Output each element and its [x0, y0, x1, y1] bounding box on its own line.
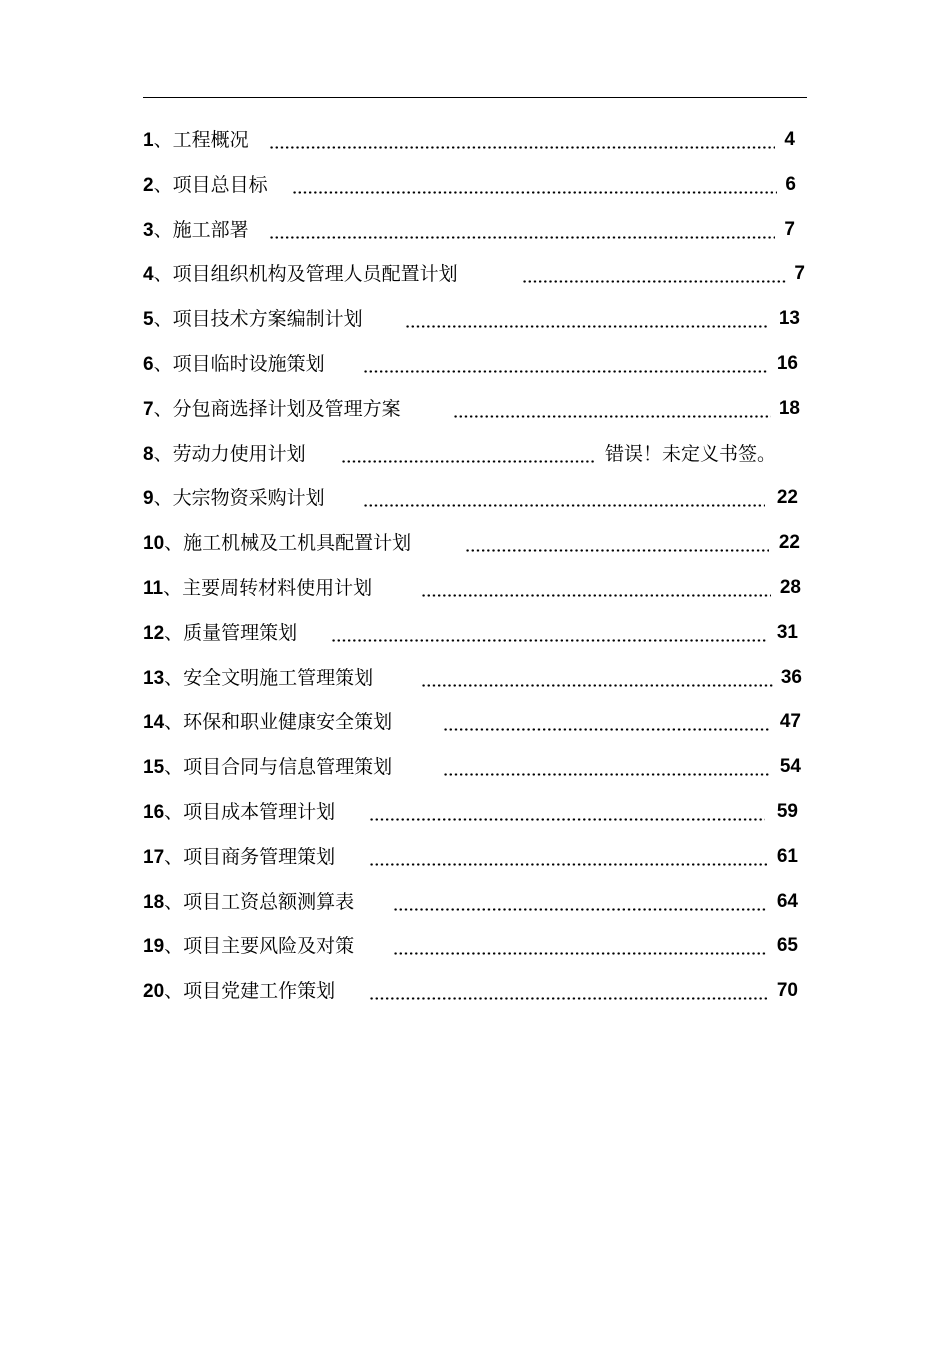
entry-title: 施工部署 [172, 218, 249, 241]
toc-entry-7[interactable] [143, 387, 807, 432]
entry-separator: 、 [153, 263, 173, 286]
entry-title: 环保和职业健康安全策划 [183, 711, 393, 734]
dot-leader [369, 818, 765, 821]
entry-number: 5 [143, 309, 154, 331]
dot-leader [453, 415, 771, 418]
entry-page-number: 36 [780, 666, 802, 688]
toc-entry-6[interactable] [143, 342, 807, 387]
toc-entry-20[interactable] [143, 969, 807, 1014]
dot-leader [443, 728, 771, 731]
entry-separator: 、 [164, 621, 184, 644]
entry-page-number: 22 [778, 532, 800, 554]
entry-title: 主要周转材料使用计划 [182, 576, 373, 599]
entry-separator: 、 [153, 352, 173, 375]
entry-page-number: 18 [778, 397, 800, 419]
top-rule [143, 97, 807, 98]
entry-separator: 、 [153, 308, 173, 331]
dot-leader [363, 504, 765, 507]
toc-entry-11[interactable] [143, 566, 807, 611]
entry-number: 9 [143, 488, 154, 510]
toc-entry-15[interactable] [143, 745, 807, 790]
entry-number: 18 [143, 891, 165, 913]
entry-title: 安全文明施工管理策划 [183, 666, 374, 689]
entry-page-number: 47 [779, 711, 801, 733]
entry-number: 6 [143, 353, 154, 375]
entry-page-number: 7 [794, 263, 805, 285]
entry-title: 项目成本管理计划 [183, 800, 336, 823]
dot-leader [421, 594, 771, 597]
entry-page-number: 22 [776, 487, 798, 509]
entry-number: 8 [143, 443, 154, 465]
entry-page-number: 61 [776, 845, 798, 867]
toc-entry-5[interactable] [143, 297, 807, 342]
entry-title: 项目工资总额测算表 [183, 890, 355, 913]
entry-title: 项目合同与信息管理策划 [183, 756, 393, 779]
entry-title: 分包商选择计划及管理方案 [172, 397, 401, 420]
entry-title: 项目总目标 [172, 173, 268, 196]
entry-number: 13 [143, 667, 165, 689]
dot-leader [405, 325, 769, 328]
entry-number: 10 [143, 533, 165, 555]
entry-separator: 、 [153, 487, 173, 510]
entry-number: 2 [143, 174, 154, 196]
dot-leader [369, 997, 767, 1000]
entry-title: 项目主要风险及对策 [183, 935, 355, 958]
dot-leader [269, 146, 775, 149]
entry-separator: 、 [164, 800, 184, 823]
dot-leader [443, 773, 771, 776]
dot-leader [363, 370, 767, 373]
entry-separator: 、 [153, 218, 173, 241]
entry-separator: 、 [164, 890, 184, 913]
entry-page-number: 28 [779, 576, 801, 598]
entry-number: 12 [143, 622, 165, 644]
entry-number: 16 [143, 801, 165, 823]
toc-entry-16[interactable] [143, 790, 807, 835]
entry-title: 项目党建工作策划 [183, 980, 336, 1003]
toc-entry-17[interactable] [143, 835, 807, 880]
entry-title: 质量管理策划 [183, 621, 298, 644]
entry-separator: 、 [164, 711, 184, 734]
toc-entry-4[interactable] [143, 252, 807, 297]
dot-leader [292, 191, 777, 194]
dot-leader [331, 639, 767, 642]
entry-page-number: 6 [785, 173, 796, 195]
entry-separator: 、 [153, 173, 173, 196]
entry-page-number: 64 [776, 890, 798, 912]
toc-entry-14[interactable] [143, 700, 807, 745]
entry-title: 大宗物资采购计划 [172, 487, 325, 510]
toc-entry-8[interactable] [143, 432, 807, 477]
toc-entry-19[interactable] [143, 924, 807, 969]
dot-leader [421, 684, 773, 687]
entry-separator: 、 [164, 980, 184, 1003]
table-of-contents [143, 118, 807, 1014]
entry-page-number: 4 [784, 129, 795, 150]
toc-entry-12[interactable] [143, 611, 807, 656]
entry-separator: 、 [153, 129, 173, 151]
entry-page-number: 70 [776, 980, 798, 1002]
entry-separator: 、 [163, 576, 183, 599]
entry-number: 17 [143, 846, 165, 868]
toc-entry-9[interactable] [143, 476, 807, 521]
entry-number: 3 [143, 219, 154, 241]
entry-title: 工程概况 [172, 129, 249, 151]
entry-number: 11 [143, 577, 164, 599]
entry-title: 项目组织机构及管理人员配置计划 [172, 263, 458, 286]
toc-entry-1[interactable] [143, 118, 807, 163]
dot-leader [522, 280, 786, 283]
entry-number: 1 [143, 130, 154, 151]
entry-page-number: 31 [776, 621, 798, 643]
dot-leader [393, 908, 767, 911]
entry-separator: 、 [153, 442, 173, 465]
entry-number: 15 [143, 757, 165, 779]
dot-leader [269, 236, 775, 239]
entry-number: 20 [143, 981, 165, 1003]
entry-separator: 、 [164, 935, 184, 958]
entry-number: 7 [143, 398, 154, 420]
toc-entry-10[interactable] [143, 521, 807, 566]
entry-page-number: 54 [779, 756, 801, 778]
entry-separator: 、 [164, 666, 184, 689]
entry-separator: 、 [164, 532, 184, 555]
toc-entry-18[interactable] [143, 880, 807, 925]
entry-number: 14 [143, 712, 165, 734]
entry-page-number: 7 [784, 218, 795, 240]
entry-separator: 、 [164, 756, 184, 779]
entry-separator: 、 [164, 845, 184, 868]
entry-page-number: 13 [778, 308, 800, 330]
entry-separator: 、 [153, 397, 173, 420]
entry-page-number: 16 [776, 352, 798, 374]
entry-title: 项目临时设施策划 [172, 352, 325, 375]
toc-entry-3[interactable] [143, 208, 807, 253]
entry-number: 19 [143, 936, 165, 958]
entry-page-error: 错误！未定义书签。 [605, 442, 777, 465]
entry-page-number: 59 [776, 800, 798, 822]
dot-leader [393, 952, 767, 955]
entry-title: 劳动力使用计划 [172, 442, 306, 465]
entry-title: 项目商务管理策划 [183, 845, 336, 868]
dot-leader [369, 863, 767, 866]
dot-leader [465, 549, 769, 552]
dot-leader [341, 460, 595, 463]
entry-title: 施工机械及工机具配置计划 [183, 532, 412, 555]
entry-title: 项目技术方案编制计划 [172, 308, 363, 331]
entry-page-number: 65 [776, 935, 798, 957]
toc-entry-13[interactable] [143, 656, 807, 701]
entry-number: 4 [143, 264, 154, 286]
toc-entry-2[interactable] [143, 163, 807, 208]
